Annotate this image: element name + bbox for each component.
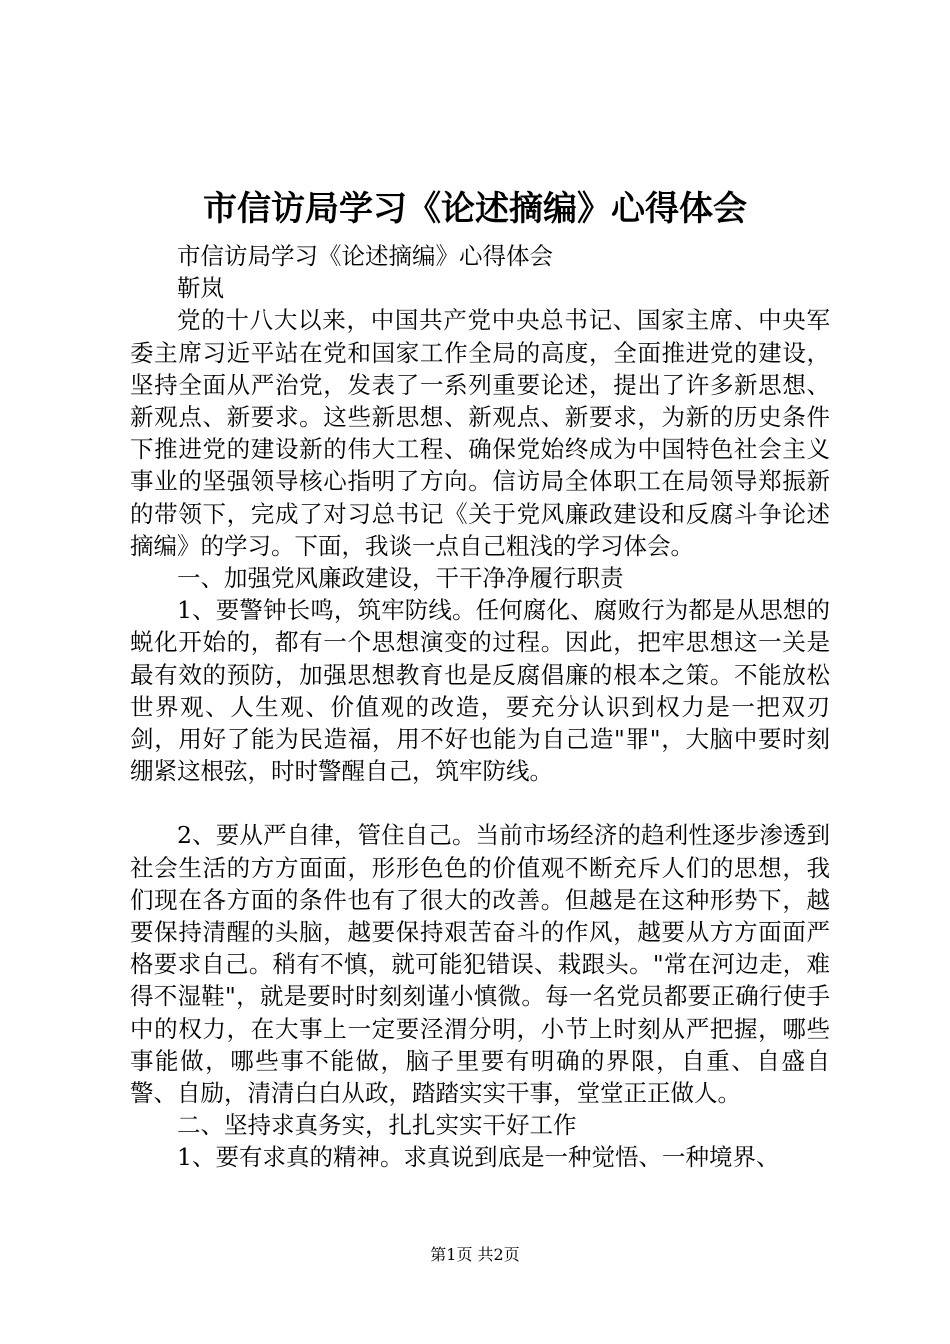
section-heading-2: 二、坚持求真务实，扎扎实实干好工作	[177, 1111, 577, 1140]
body-paragraph: 2、要从严自律，管住自己。当前市场经济的趋利性逐步渗透到社会生活的方方面面，形形色色的价值观不断充斥人们的思想，我们现在各方面的条件也有了很大的改善。但越是在这种形势下，越要保持清醒的头脑，越要保持艰苦奋斗的作风，越要从方方面面严格要求自己。稍有不慎，就可能犯错误、栽跟头。"常在河边走，难得不湿鞋"，就是要时时刻刻谨小慎微。每一名党员都要正确行使手中的权力，在大事上一定要泾渭分明，小节上时刻从严把握，哪些事能做，哪些事不能做，脑子里要有明确的界限，自重、自盛自警、自励，清清白白从政，踏踏实实干事，堂堂正正做人。	[130, 821, 830, 1108]
document-body	[130, 240, 830, 1174]
page-number-footer: 第1页 共2页	[430, 1245, 520, 1264]
body-paragraph: 1、要警钟长鸣，筑牢防线。任何腐化、腐败行为都是从思想的蜕化开始的，都有一个思想演变的过程。因此，把牢思想这一关是最有效的预防，加强思想教育也是反腐倡廉的根本之策。不能放松世界观、人生观、价值观的改造，要充分认识到权力是一把双刃剑，用好了能为民造福，用不好也能为自己造"罪"，大脑中要时刻绷紧这根弦，时时警醒自己，筑牢防线。	[130, 596, 830, 786]
body-paragraph: 1、要有求真的精神。求真说到底是一种觉悟、一种境界、	[177, 1143, 780, 1172]
author-paragraph: 靳岚	[177, 274, 224, 303]
intro-paragraph: 党的十八大以来，中国共产党中央总书记、国家主席、中央军委主席习近平站在党和国家工作全局的高度，全面推进党的建设，坚持全面从严治党，发表了一系列重要论述，提出了许多新思想、新观点、新要求。这些新思想、新观点、新要求，为新的历史条件下推进党的建设新的伟大工程、确保党始终成为中国特色社会主义事业的坚强领导核心指明了方向。信访局全体职工在局领导郑振新的带领下，完成了对习总书记《关于党风廉政建设和反腐斗争论述摘编》的学习。下面，我谈一点自己粗浅的学习体会。	[130, 306, 830, 560]
section-heading-1: 一、加强党风廉政建设，干干净净履行职责	[177, 564, 624, 593]
subtitle-paragraph: 市信访局学习《论述摘编》心得体会	[177, 242, 553, 270]
document-title: 市信访局学习《论述摘编》心得体会	[203, 189, 747, 229]
